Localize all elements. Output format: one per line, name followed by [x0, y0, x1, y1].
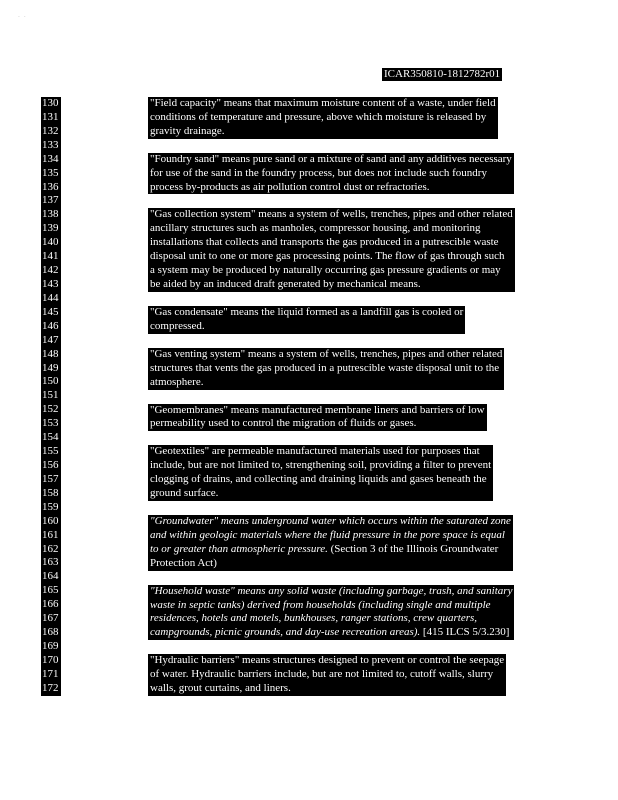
- text-line: permeability used to control the migration of fluids or gases.: [148, 417, 487, 431]
- text-line: "Geomembranes" means manufactured membrane liners and barriers of low: [150, 403, 485, 416]
- text-line: "Household waste" means any solid waste (including garbage, trash, and sanitary: [150, 584, 513, 597]
- text-line: be aided by an induced draft generated by mechanical means.: [148, 278, 515, 292]
- text-line: disposal unit to one or more gas processing points. The flow of gas through such: [148, 250, 515, 264]
- definition-foundry-sand: [148, 153, 514, 195]
- line-number: 139: [41, 222, 61, 236]
- line-number: 132: [41, 125, 61, 139]
- line-number: 166: [41, 598, 61, 612]
- italic-text: to or greater than atmospheric pressure.: [150, 542, 328, 555]
- line-number: 143: [41, 278, 61, 292]
- line-number: 144: [41, 292, 61, 306]
- line-number: 134: [41, 153, 61, 167]
- line-number: 169: [41, 640, 61, 654]
- line-number: 155: [41, 445, 61, 459]
- text-line: "Gas collection system" means a system of wells, trenches, pipes and other related: [150, 208, 513, 221]
- text-line: clogging of drains, and collecting and draining liquids and gases beneath the: [148, 473, 493, 487]
- line-number: 137: [41, 194, 61, 208]
- text-line: residences, hotels and motels, bunkhouses, ranger stations, crew quarters,: [148, 612, 514, 626]
- line-number: 167: [41, 612, 61, 626]
- line-number: 149: [41, 362, 61, 376]
- line-number: 138: [41, 208, 61, 222]
- line-number: 162: [41, 543, 61, 557]
- text-line: process by-products as air pollution control dust or refractories.: [148, 181, 514, 195]
- definition-gas-venting-system: [148, 348, 504, 390]
- text-line: compressed.: [148, 320, 465, 334]
- text-line: ancillary structures such as manholes, compressor housing, and monitoring: [148, 222, 515, 236]
- text-line: installations that collects and transports the gas produced in a putrescible waste: [148, 236, 515, 250]
- line-number: 145: [41, 306, 61, 320]
- text-line: "Gas venting system" means a system of wells, trenches, pipes and other related: [150, 347, 503, 360]
- definition-hydraulic-barriers: [148, 654, 506, 696]
- text-line: walls, grout curtains, and liners.: [148, 682, 506, 696]
- line-number: 159: [41, 501, 61, 515]
- text-line: and within geologic materials where the fluid pressure in the pore space is equal: [148, 529, 513, 543]
- line-number: 171: [41, 668, 61, 682]
- line-number: 135: [41, 167, 61, 181]
- line-number: 150: [41, 375, 61, 389]
- line-number: 156: [41, 459, 61, 473]
- line-number: 140: [41, 236, 61, 250]
- text-line: atmosphere.: [148, 376, 504, 390]
- citation-text: (Section 3 of the Illinois Groundwater: [327, 542, 499, 555]
- document-id: ICAR350810-1812782r01: [384, 68, 501, 80]
- definition-gas-collection-system: [148, 208, 515, 292]
- line-number: 163: [41, 556, 61, 570]
- text-line: [148, 543, 513, 557]
- definition-gas-condensate: [148, 306, 465, 334]
- text-line: of water. Hydraulic barriers include, but are not limited to, cutoff walls, slurry: [148, 668, 506, 682]
- line-number: 168: [41, 626, 61, 640]
- text-line: include, but are not limited to, strengthening soil, providing a filter to prevent: [150, 459, 492, 472]
- line-number: 160: [41, 515, 61, 529]
- line-number: 136: [41, 181, 61, 195]
- text-line: "Field capacity" means that maximum moisture content of a waste, under field: [150, 97, 496, 109]
- text-line: "Foundry sand" means pure sand or a mixture of sand and any additives necessary: [150, 152, 512, 165]
- text-line: "Geotextiles" are permeable manufactured materials used for purposes that: [148, 445, 493, 459]
- line-number: 147: [41, 334, 61, 348]
- text-line: gravity drainage.: [148, 125, 498, 139]
- line-number: 152: [41, 403, 61, 417]
- line-number: 154: [41, 431, 61, 445]
- line-number: 151: [41, 389, 61, 403]
- text-line: for use of the sand in the foundry process, but does not include such foundry: [148, 167, 514, 181]
- line-number: 131: [41, 111, 61, 125]
- text-line: structures that vents the gas produced in a putrescible waste disposal unit to the: [148, 362, 504, 376]
- text-line: Protection Act): [148, 557, 513, 571]
- definition-household-waste: [148, 585, 514, 641]
- italic-text: campgrounds, picnic grounds, and day-use recreation areas).: [150, 626, 421, 639]
- definition-geotextiles: [148, 445, 493, 501]
- line-number: 141: [41, 250, 61, 264]
- line-number: 142: [41, 264, 61, 278]
- line-number: 170: [41, 654, 61, 668]
- text-line: "Groundwater" means underground water which occurs within the saturated zone: [150, 515, 511, 527]
- text-line: ground surface.: [148, 487, 493, 501]
- line-number: 148: [41, 348, 61, 362]
- line-number: 165: [41, 584, 61, 598]
- text-line: [148, 626, 514, 640]
- citation-text: [415 ILCS 5/3.230]: [420, 626, 510, 639]
- text-line: a system may be produced by naturally occurring gas pressure gradients or may: [148, 264, 515, 278]
- definition-geomembranes: [148, 404, 487, 432]
- line-number: 161: [41, 529, 61, 543]
- text-line: conditions of temperature and pressure, above which moisture is released by: [148, 111, 498, 125]
- definition-groundwater: [148, 515, 513, 571]
- line-number: 158: [41, 487, 61, 501]
- line-number: 130: [41, 97, 61, 111]
- line-number: 172: [41, 682, 61, 696]
- corner-mark: · ·: [18, 14, 27, 21]
- definition-field-capacity: [148, 97, 498, 139]
- line-number: 164: [41, 570, 61, 584]
- line-number: 133: [41, 139, 61, 153]
- line-number: 157: [41, 473, 61, 487]
- line-number: 153: [41, 417, 61, 431]
- text-line: "Gas condensate" means the liquid formed as a landfill gas is cooled or: [150, 306, 464, 318]
- text-line: waste in septic tanks) derived from households (including single and multiple: [148, 599, 514, 613]
- line-number: 146: [41, 320, 61, 334]
- text-line: "Hydraulic barriers" means structures designed to prevent or control the seepage: [150, 654, 505, 667]
